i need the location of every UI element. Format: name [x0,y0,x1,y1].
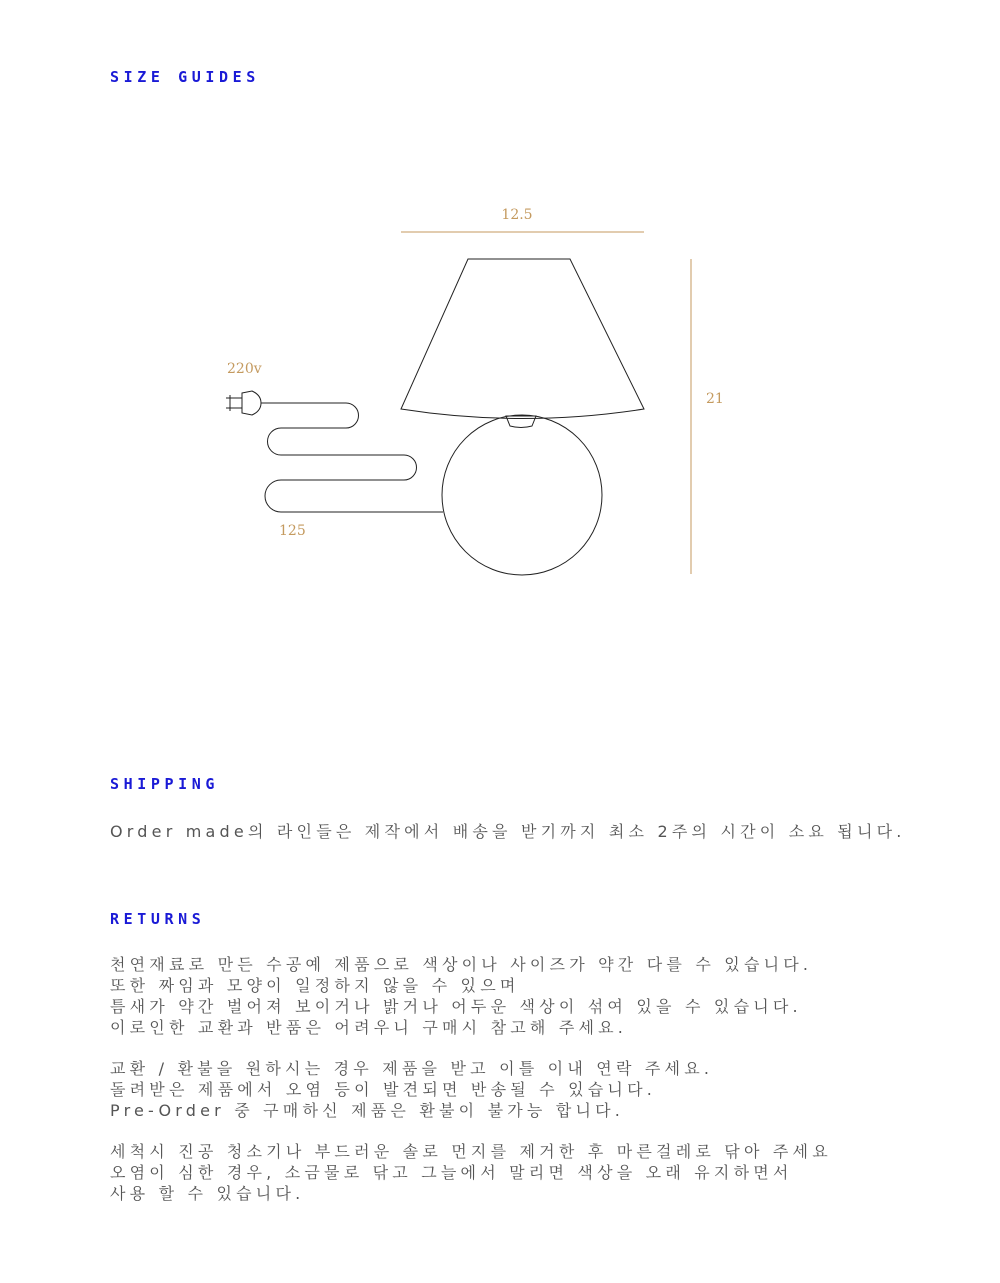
size-guides-heading: SIZE GUIDES [110,68,260,86]
returns-paragraph-materials [110,954,832,1038]
height-label: 21 [706,391,724,407]
returns-line: 세척시 진공 청소기나 부드러운 솔로 먼지를 제거한 후 마른걸레로 닦아 주세요 [110,1142,832,1161]
shipping-text: Order made의 라인들은 제작에서 배송을 받기까지 최소 2주의 시간이 소요 됩니다. [110,822,906,841]
shipping-heading: SHIPPING [110,775,220,793]
returns-text [110,954,832,1204]
cord-length-label: 125 [279,523,306,539]
returns-line: 교환 / 환불을 원하시는 경우 제품을 받고 이틀 이내 연락 주세요. [110,1059,714,1078]
returns-line: 천연재료로 만든 수공예 제품으로 색상이나 사이즈가 약간 다를 수 있습니다. [110,955,813,974]
returns-line: 오염이 심한 경우, 소금물로 닦고 그늘에서 말리면 색상을 오래 유지하면서 [110,1163,793,1182]
returns-paragraph-refund [110,1058,832,1121]
lamp-shade [401,259,644,419]
returns-line: 돌려받은 제품에서 오염 등이 발견되면 반송될 수 있습니다. [110,1080,657,1099]
plug-icon [226,391,261,415]
lamp-base [442,415,602,575]
voltage-label: 220v [227,361,262,377]
returns-line: 이로인한 교환과 반품은 어려우니 구매시 참고해 주세요. [110,1018,628,1037]
returns-line: Pre-Order 중 구매하신 제품은 환불이 불가능 합니다. [110,1101,625,1120]
returns-paragraph-care [110,1141,832,1204]
shade-width-label: 12.5 [501,207,533,223]
power-cord [261,403,443,512]
returns-heading: RETURNS [110,910,206,928]
returns-line: 틈새가 약간 벌어져 보이거나 밝거나 어두운 색상이 섞여 있을 수 있습니다. [110,997,802,1016]
lamp-neck [506,416,536,428]
returns-line: 또한 짜임과 모양이 일정하지 않을 수 있으며 [110,976,520,995]
returns-line: 사용 할 수 있습니다. [110,1184,305,1203]
